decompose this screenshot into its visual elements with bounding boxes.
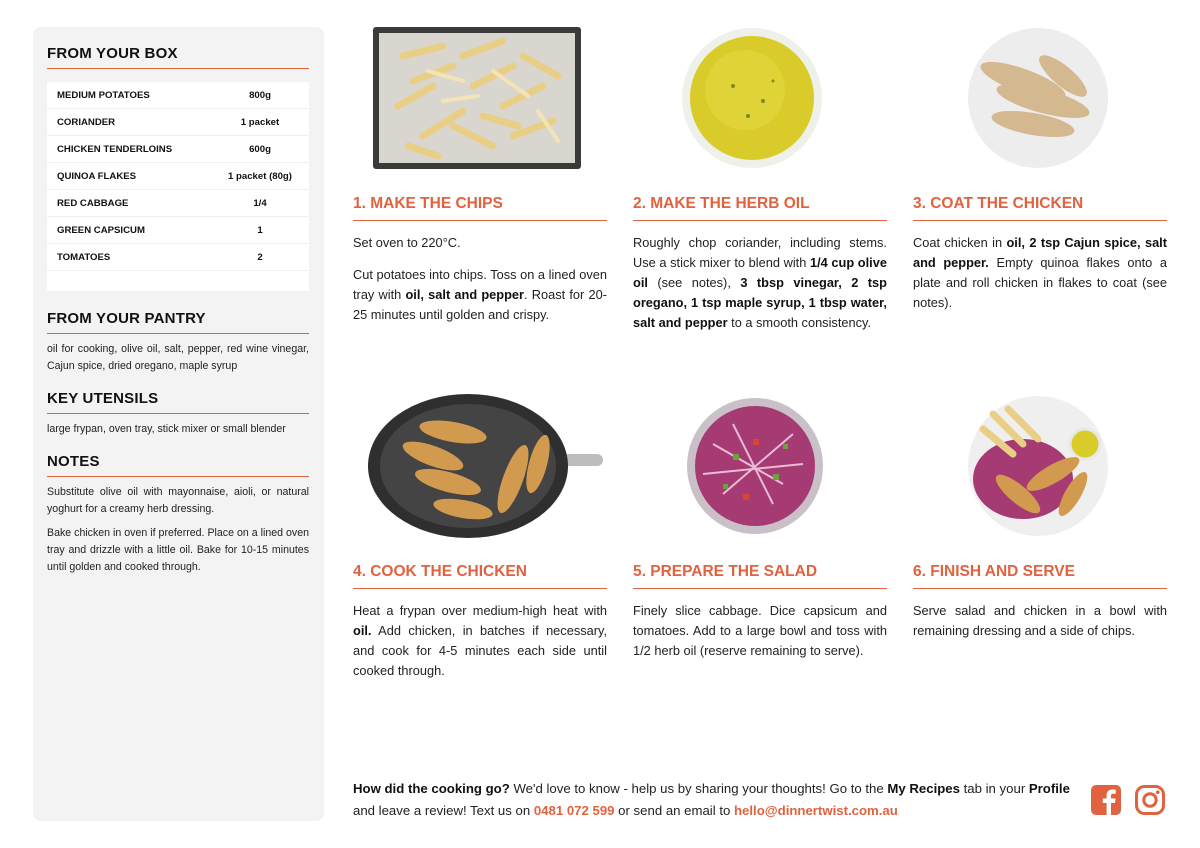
footer-text: tab in your — [959, 781, 1029, 796]
instagram-icon[interactable] — [1134, 784, 1166, 816]
step-2-body — [633, 233, 887, 333]
step-5-para: Finely slice cabbage. Dice capsicum and tomatoes. Add to a large bowl and toss with 1/2 herb oil (reserve remaining to serve). — [633, 603, 887, 658]
pantry-section — [47, 310, 309, 375]
profile-link[interactable]: Profile — [1028, 781, 1070, 796]
step-1-para: Set oven to 220°C. — [353, 235, 461, 250]
step-3-para: Coat chicken in oil, 2 tsp Cajun spice, salt and pepper. Empty quinoa flakes onto a plate and roll chicken in flakes to coat (see notes). — [913, 235, 1167, 310]
ingredient-row — [47, 109, 309, 136]
ingredient-name: QUINOA FLAKES — [57, 170, 137, 182]
coated-chicken-plate-image — [913, 26, 1167, 170]
ingredient-qty: 600g — [249, 143, 271, 155]
ingredient-qty: 1/4 — [253, 197, 267, 209]
step-3-body — [913, 233, 1167, 313]
ingredient-name: MEDIUM POTATOES — [57, 89, 150, 101]
footer-text: and leave a review! Text us on — [353, 802, 534, 818]
utensils-section — [47, 390, 309, 438]
footer-text: We'd love to know - help us by sharing your thoughts! Go to the — [509, 781, 888, 796]
step-4-para: Heat a frypan over medium-high heat with oil. Add chicken, in batches if necessary, and cook for 4-5 minutes each side until cooked through. — [353, 603, 607, 678]
step-4-title: 4. COOK THE CHICKEN — [353, 563, 607, 589]
ingredient-qty: 1 packet (80g) — [228, 170, 292, 182]
facebook-icon[interactable] — [1090, 784, 1122, 816]
notes-heading: NOTES — [47, 453, 309, 477]
step-6-para: Serve salad and chicken in a bowl with remaining dressing and a side of chips. — [913, 603, 1167, 638]
pantry-text: oil for cooking, olive oil, salt, pepper, red wine vinegar, Cajun spice, dried oregano, maple syrup — [47, 343, 309, 372]
phone-link[interactable]: 0481 072 599 — [533, 802, 615, 818]
step-2-para: Roughly chop coriander, including stems. Use a stick mixer to blend with 1/4 cup olive oil (see notes), 3 tbsp vinegar, 2 tsp oregano, 1 tsp maple syrup, 1 tbsp water, salt and pepper to a smooth consistency. — [633, 235, 887, 330]
ingredient-name: TOMATOES — [57, 251, 111, 263]
ingredient-row — [47, 244, 309, 271]
ingredient-row — [47, 136, 309, 163]
box-section — [47, 45, 309, 291]
step-1 — [353, 26, 607, 325]
ingredient-row — [47, 163, 309, 190]
utensils-heading: KEY UTENSILS — [47, 390, 309, 414]
step-1-title: 1. MAKE THE CHIPS — [353, 195, 607, 221]
step-3 — [913, 26, 1167, 313]
finished-dish-image — [913, 394, 1167, 538]
step-1-body — [353, 233, 607, 325]
footer-text: or send an email to — [614, 802, 734, 818]
ingredient-name: CHICKEN TENDERLOINS — [57, 143, 173, 155]
ingredient-qty: 1 packet — [240, 116, 280, 128]
pantry-heading: FROM YOUR PANTRY — [47, 310, 309, 334]
step-5-body — [633, 601, 887, 661]
step-6-body — [913, 601, 1167, 641]
box-heading: FROM YOUR BOX — [47, 45, 309, 69]
chips-tray-image — [353, 26, 607, 170]
ingredient-row — [47, 190, 309, 217]
ingredient-qty: 1 — [257, 224, 263, 236]
step-4 — [353, 394, 607, 681]
herb-oil-bowl-image — [633, 26, 887, 170]
ingredients-table — [47, 82, 309, 291]
ingredient-qty: 800g — [249, 89, 271, 101]
cabbage-salad-image — [633, 394, 887, 538]
step-5-title: 5. PREPARE THE SALAD — [633, 563, 887, 589]
notes-paragraph: Bake chicken in oven if preferred. Place on a lined oven tray and drizzle with a little oil. Bake for 10-15 minutes until golden and cooked through. — [47, 527, 309, 573]
frypan-chicken-image — [353, 394, 607, 538]
step-2 — [633, 26, 887, 333]
feedback-footer — [353, 778, 1073, 821]
step-4-body — [353, 601, 607, 681]
ingredient-name: CORIANDER — [57, 116, 116, 128]
utensils-text: large frypan, oven tray, stick mixer or small blender — [47, 423, 286, 435]
email-link[interactable]: hello@dinnertwist.com.au — [734, 802, 898, 818]
step-6-title: 6. FINISH AND SERVE — [913, 563, 1167, 589]
ingredient-qty: 2 — [257, 251, 263, 263]
step-5 — [633, 394, 887, 661]
feedback-question: How did the cooking go? — [353, 781, 510, 796]
ingredients-sidebar — [33, 27, 324, 821]
ingredient-name: GREEN CAPSICUM — [57, 224, 145, 236]
notes-section — [47, 453, 309, 576]
step-3-title: 3. COAT THE CHICKEN — [913, 195, 1167, 221]
ingredient-row — [47, 82, 309, 109]
ingredient-row — [47, 217, 309, 244]
step-6 — [913, 394, 1167, 641]
step-2-title: 2. MAKE THE HERB OIL — [633, 195, 887, 221]
my-recipes-link[interactable]: My Recipes — [887, 781, 960, 796]
ingredient-name: RED CABBAGE — [57, 197, 129, 209]
step-1-para: Cut potatoes into chips. Toss on a lined oven tray with oil, salt and pepper. Roast for 20-25 minutes until golden and crispy. — [353, 267, 608, 322]
notes-paragraph: Substitute olive oil with mayonnaise, aioli, or natural yoghurt for a creamy herb dressing. — [47, 486, 309, 515]
